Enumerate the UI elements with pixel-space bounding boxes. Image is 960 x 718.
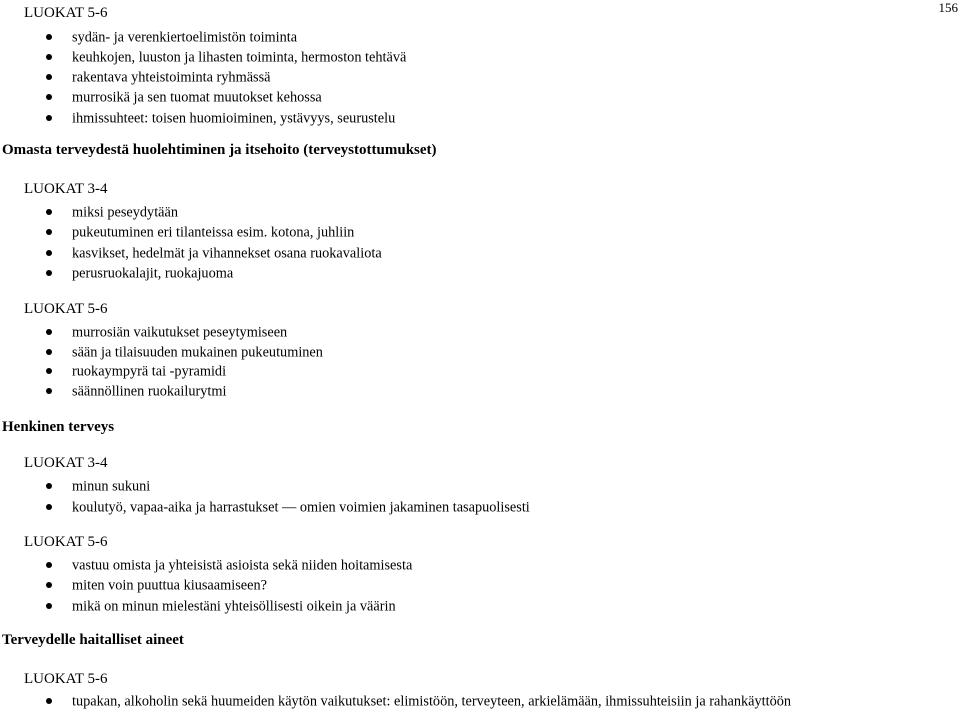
list-item-text: ruokaympyrä tai -pyramidi — [72, 363, 227, 380]
list-item-text: perusruokalajit, ruokajuoma — [72, 265, 234, 282]
bullet-icon — [46, 94, 52, 100]
list-item — [46, 27, 297, 47]
bullet-icon — [46, 603, 52, 609]
list-item — [46, 476, 150, 496]
bullet-icon — [46, 349, 52, 355]
bullet-icon — [46, 270, 52, 276]
bullet-icon — [46, 562, 52, 568]
list-item-text: tupakan, alkoholin sekä huumeiden käytön vaikutukset: elimistöön, terveyteen, arkielämään, ihmissuhteisiin ja rahankäyttöön — [72, 693, 792, 710]
list-item — [46, 243, 382, 263]
list-item — [46, 87, 322, 107]
bullet-icon — [46, 368, 52, 374]
list-item — [46, 108, 395, 128]
list-item-text: kasvikset, hedelmät ja vihannekset osana ruokavaliota — [72, 245, 382, 262]
list-item-text: miten voin puuttua kiusaamiseen? — [72, 577, 267, 594]
bullet-icon — [46, 115, 52, 121]
section-heading: Terveydelle haitalliset aineet — [2, 632, 184, 648]
list-item — [46, 497, 530, 517]
list-item-text: rakentava yhteistoiminta ryhmässä — [72, 69, 271, 86]
section-heading: Henkinen terveys — [2, 419, 115, 435]
bullet-icon — [46, 698, 52, 704]
list-item-text: murrosiän vaikutukset peseytymiseen — [72, 324, 288, 341]
list-item — [46, 575, 267, 595]
grade-heading: LUOKAT 3-4 — [24, 181, 108, 197]
list-item — [46, 67, 271, 87]
bullet-icon — [46, 34, 52, 40]
list-item-text: sään ja tilaisuuden mukainen pukeutuminen — [72, 344, 323, 361]
list-item-text: pukeutuminen eri tilanteissa esim. kotona, juhliin — [72, 224, 355, 241]
list-item — [46, 202, 178, 222]
page-number: 156 — [938, 0, 958, 15]
grade-heading: LUOKAT 5-6 — [24, 534, 108, 550]
list-item-text: mikä on minun mielestäni yhteisöllisesti oikein ja väärin — [72, 598, 396, 615]
list-item — [46, 361, 226, 381]
list-item-text: sydän- ja verenkiertoelimistön toiminta — [72, 29, 298, 46]
grade-heading: LUOKAT 5-6 — [24, 5, 108, 21]
bullet-icon — [46, 388, 52, 394]
grade-heading: LUOKAT 5-6 — [24, 301, 108, 317]
bullet-icon — [46, 504, 52, 510]
list-item — [46, 47, 406, 67]
bullet-icon — [46, 483, 52, 489]
list-item-text: murrosikä ja sen tuomat muutokset kehossa — [72, 89, 322, 106]
grade-heading: LUOKAT 3-4 — [24, 455, 108, 471]
list-item — [46, 222, 354, 242]
bullet-icon — [46, 582, 52, 588]
list-item-text: minun sukuni — [72, 478, 151, 495]
section-heading: Omasta terveydestä huolehtiminen ja itsehoito (terveystottumukset) — [2, 142, 437, 158]
list-item — [46, 342, 323, 362]
list-item-text: keuhkojen, luuston ja lihasten toiminta, hermoston tehtävä — [72, 49, 407, 66]
list-item — [46, 596, 396, 616]
list-item-text: vastuu omista ja yhteisistä asioista sekä niiden hoitamisesta — [72, 557, 413, 574]
bullet-icon — [46, 54, 52, 60]
grade-heading: LUOKAT 5-6 — [24, 671, 108, 687]
list-item — [46, 555, 412, 575]
bullet-icon — [46, 209, 52, 215]
bullet-icon — [46, 329, 52, 335]
list-item — [46, 691, 791, 711]
list-item-text: säännöllinen ruokailurytmi — [72, 383, 227, 400]
list-item-text: ihmissuhteet: toisen huomioiminen, ystävyys, seurustelu — [72, 110, 396, 127]
list-item — [46, 381, 226, 401]
bullet-icon — [46, 229, 52, 235]
list-item — [46, 263, 233, 283]
list-item — [46, 322, 287, 342]
bullet-icon — [46, 74, 52, 80]
list-item-text: miksi peseydytään — [72, 204, 179, 221]
list-item-text: koulutyö, vapaa-aika ja harrastukset — omien voimien jakaminen tasapuolisesti — [72, 499, 530, 516]
bullet-icon — [46, 250, 52, 256]
